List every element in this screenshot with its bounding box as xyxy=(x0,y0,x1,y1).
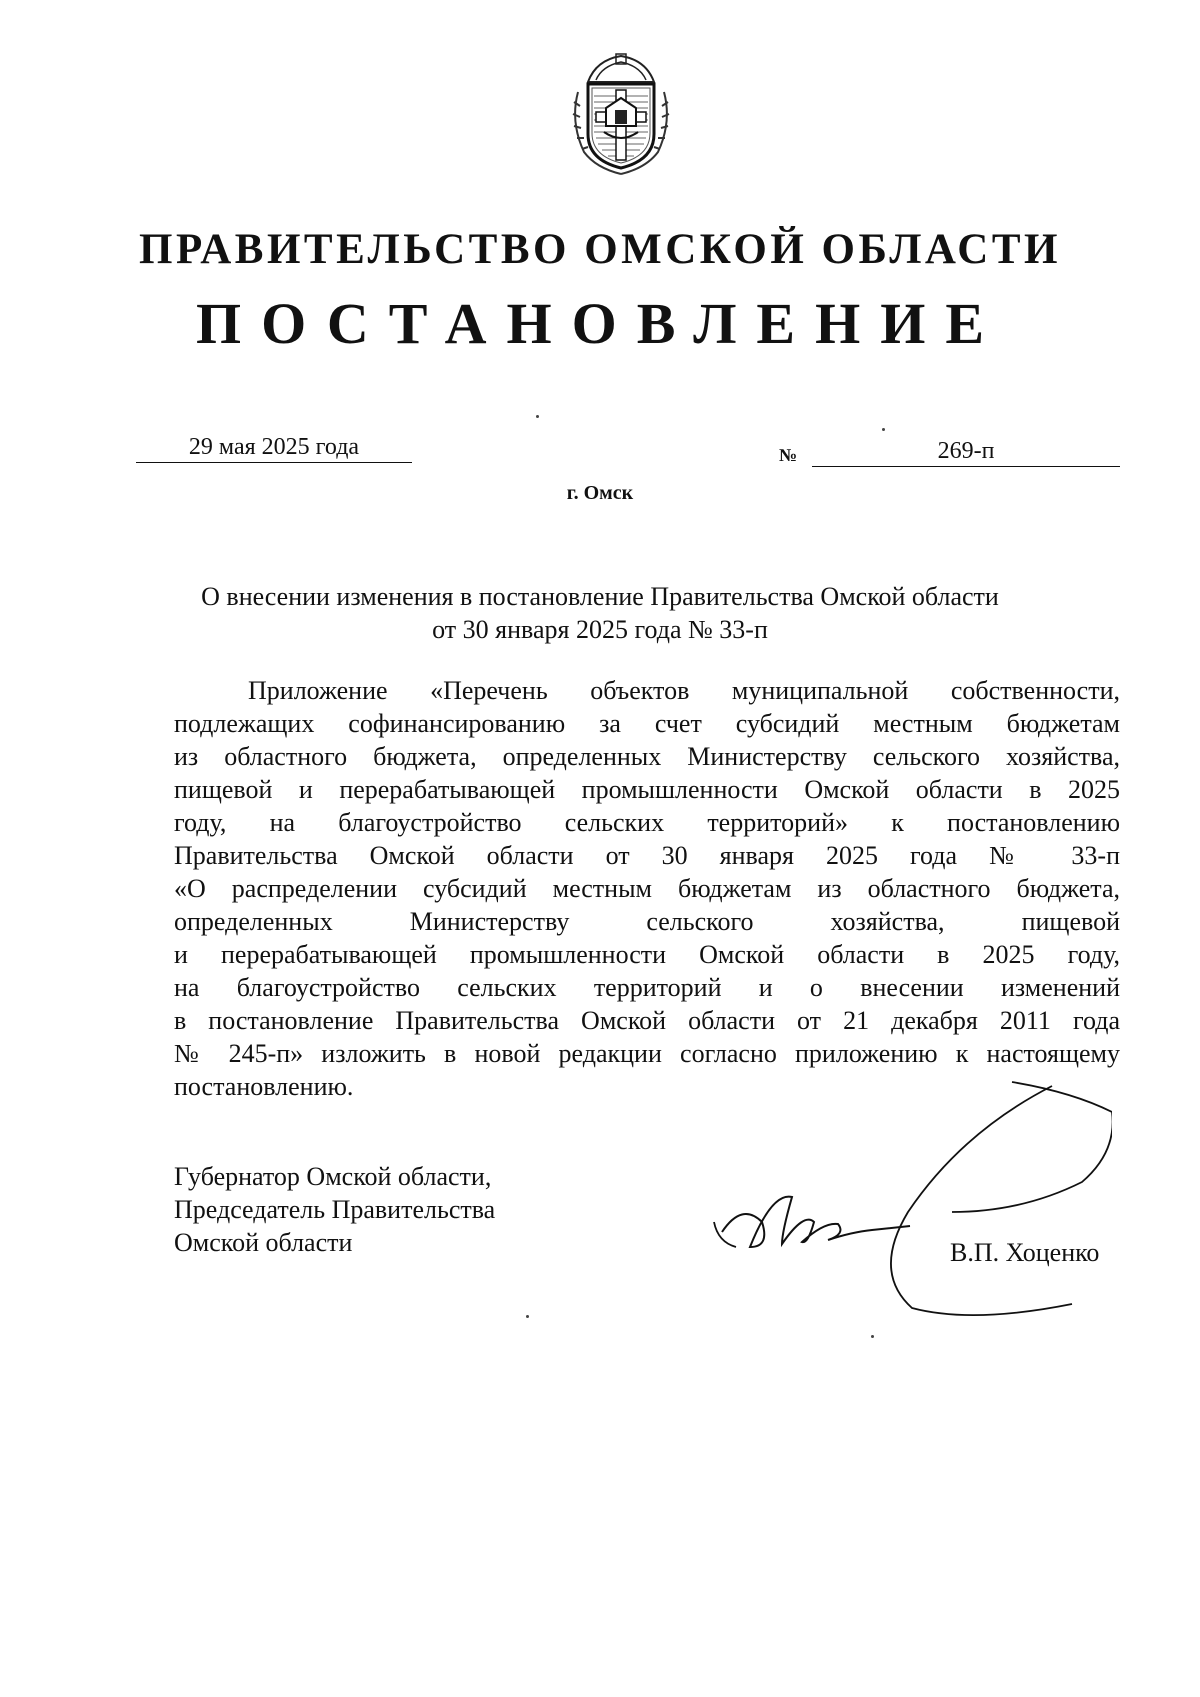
document-subject xyxy=(150,580,1050,646)
body-line: из областного бюджета, определенных Министерству сельского хозяйства, xyxy=(174,742,1120,771)
signer-position-line: Губернатор Омской области, xyxy=(174,1162,492,1191)
body-line: № 245-п» изложить в новой редакции согласно приложению к настоящему xyxy=(174,1039,1120,1068)
document-type-title: ПОСТАНОВЛЕНИЕ xyxy=(195,291,1005,356)
body-line: Правительства Омской области от 30 января 2025 года № 33-п xyxy=(174,841,1120,870)
organization-title: ПРАВИТЕЛЬСТВО ОМСКОЙ ОБЛАСТИ xyxy=(139,226,1061,273)
scan-speck xyxy=(526,1315,529,1318)
signer-position-line: Председатель Правительства xyxy=(174,1195,496,1224)
body-line: постановлению. xyxy=(174,1072,354,1101)
body-line: году, на благоустройство сельских территорий» к постановлению xyxy=(174,808,1120,837)
body-line: «О распределении субсидий местным бюджетам из областного бюджета, xyxy=(174,874,1120,903)
body-line: определенных Министерству сельского хозяйства, пищевой xyxy=(174,907,1120,936)
body-line: в постановление Правительства Омской области от 21 декабря 2011 года xyxy=(174,1006,1120,1035)
signer-position xyxy=(174,1160,495,1259)
body-line: пищевой и перерабатывающей промышленности Омской области в 2025 xyxy=(174,775,1120,804)
coat-of-arms-icon xyxy=(566,52,676,176)
body-line: на благоустройство сельских территорий и о внесении изменений xyxy=(174,973,1120,1002)
signer-name: В.П. Хоценко xyxy=(950,1238,1100,1267)
number-sign: № xyxy=(779,445,798,465)
document-date: 29 мая 2025 года xyxy=(136,432,412,463)
body-line: Приложение «Перечень объектов муниципальной собственности, xyxy=(248,676,1120,705)
subject-line: О внесении изменения в постановление Правительства Омской области xyxy=(201,582,999,611)
body-line: подлежащих софинансированию за счет субсидий местным бюджетам xyxy=(174,709,1120,738)
document-number: 269-п xyxy=(812,436,1120,467)
document-body xyxy=(174,674,1120,1103)
subject-line: от 30 января 2025 года № 33-п xyxy=(432,615,768,644)
scan-speck xyxy=(536,415,539,418)
handwritten-signature xyxy=(712,1072,1112,1322)
body-line: и перерабатывающей промышленности Омской области в 2025 году, xyxy=(174,940,1120,969)
scan-speck xyxy=(882,428,885,431)
scan-speck xyxy=(871,1335,874,1338)
signer-position-line: Омской области xyxy=(174,1228,353,1257)
document-city: г. Омск xyxy=(566,482,634,504)
